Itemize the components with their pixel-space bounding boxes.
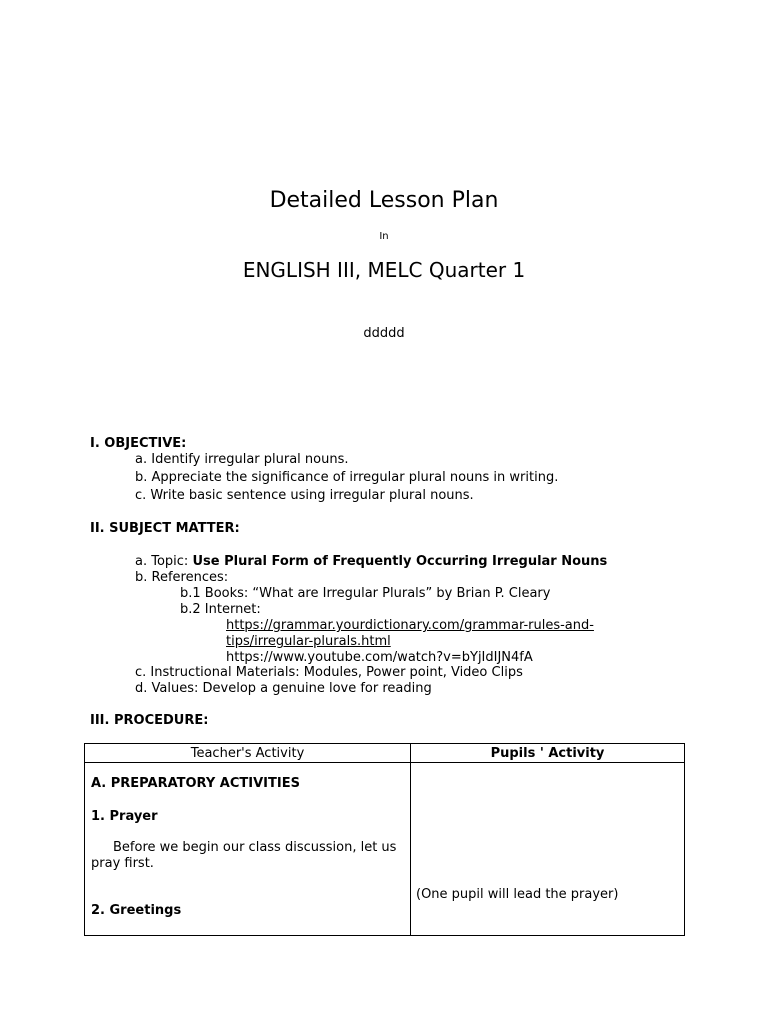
- objective-item-b: b. Appreciate the significance of irregular plural nouns in writing.: [135, 470, 559, 485]
- prayer-text-line2: pray first.: [91, 856, 154, 871]
- materials-line: c. Instructional Materials: Modules, Power point, Video Clips: [135, 665, 523, 680]
- pupils-column-header: Pupils ' Activity: [411, 744, 685, 763]
- subject-title: ENGLISH III, MELC Quarter 1: [242, 258, 526, 282]
- topic-value: Use Plural Form of Frequently Occurring Irregular Nouns: [192, 554, 608, 569]
- preparatory-heading: A. PREPARATORY ACTIVITIES: [91, 776, 300, 791]
- prayer-heading: 1. Prayer: [91, 809, 158, 824]
- internet-label: b.2 Internet:: [180, 602, 261, 617]
- books-reference: b.1 Books: “What are Irregular Plurals” by Brian P. Cleary: [180, 586, 551, 601]
- placeholder-text: ddddd: [363, 326, 405, 341]
- topic-line: [135, 554, 607, 569]
- references-label: b. References:: [135, 570, 229, 585]
- in-label: In: [379, 231, 389, 242]
- pupils-cell: [411, 763, 685, 936]
- objective-item-c: c. Write basic sentence using irregular plural nouns.: [135, 488, 474, 503]
- table-header-row: [85, 744, 685, 763]
- page-title: Detailed Lesson Plan: [269, 188, 499, 213]
- procedure-table: [84, 743, 685, 936]
- link-grammar-line1[interactable]: https://grammar.yourdictionary.com/grammar-rules-and-: [226, 618, 594, 633]
- objective-heading: I. OBJECTIVE:: [90, 436, 187, 451]
- prayer-text-line1: Before we begin our class discussion, let us: [113, 840, 397, 855]
- greetings-heading: 2. Greetings: [91, 903, 182, 918]
- table-row: [85, 763, 685, 936]
- subject-matter-heading: II. SUBJECT MATTER:: [90, 521, 240, 536]
- pupil-prayer-response: (One pupil will lead the prayer): [416, 887, 619, 902]
- link-grammar-line2[interactable]: tips/irregular-plurals.html: [226, 634, 391, 649]
- topic-label: a. Topic:: [135, 554, 193, 569]
- values-line: d. Values: Develop a genuine love for reading: [135, 681, 432, 696]
- objective-item-a: a. Identify irregular plural nouns.: [135, 452, 349, 467]
- teacher-cell: [85, 763, 411, 936]
- procedure-heading: III. PROCEDURE:: [90, 713, 209, 728]
- teacher-column-header: Teacher's Activity: [85, 744, 411, 763]
- link-youtube: https://www.youtube.com/watch?v=bYjIdIJN4fA: [226, 650, 533, 665]
